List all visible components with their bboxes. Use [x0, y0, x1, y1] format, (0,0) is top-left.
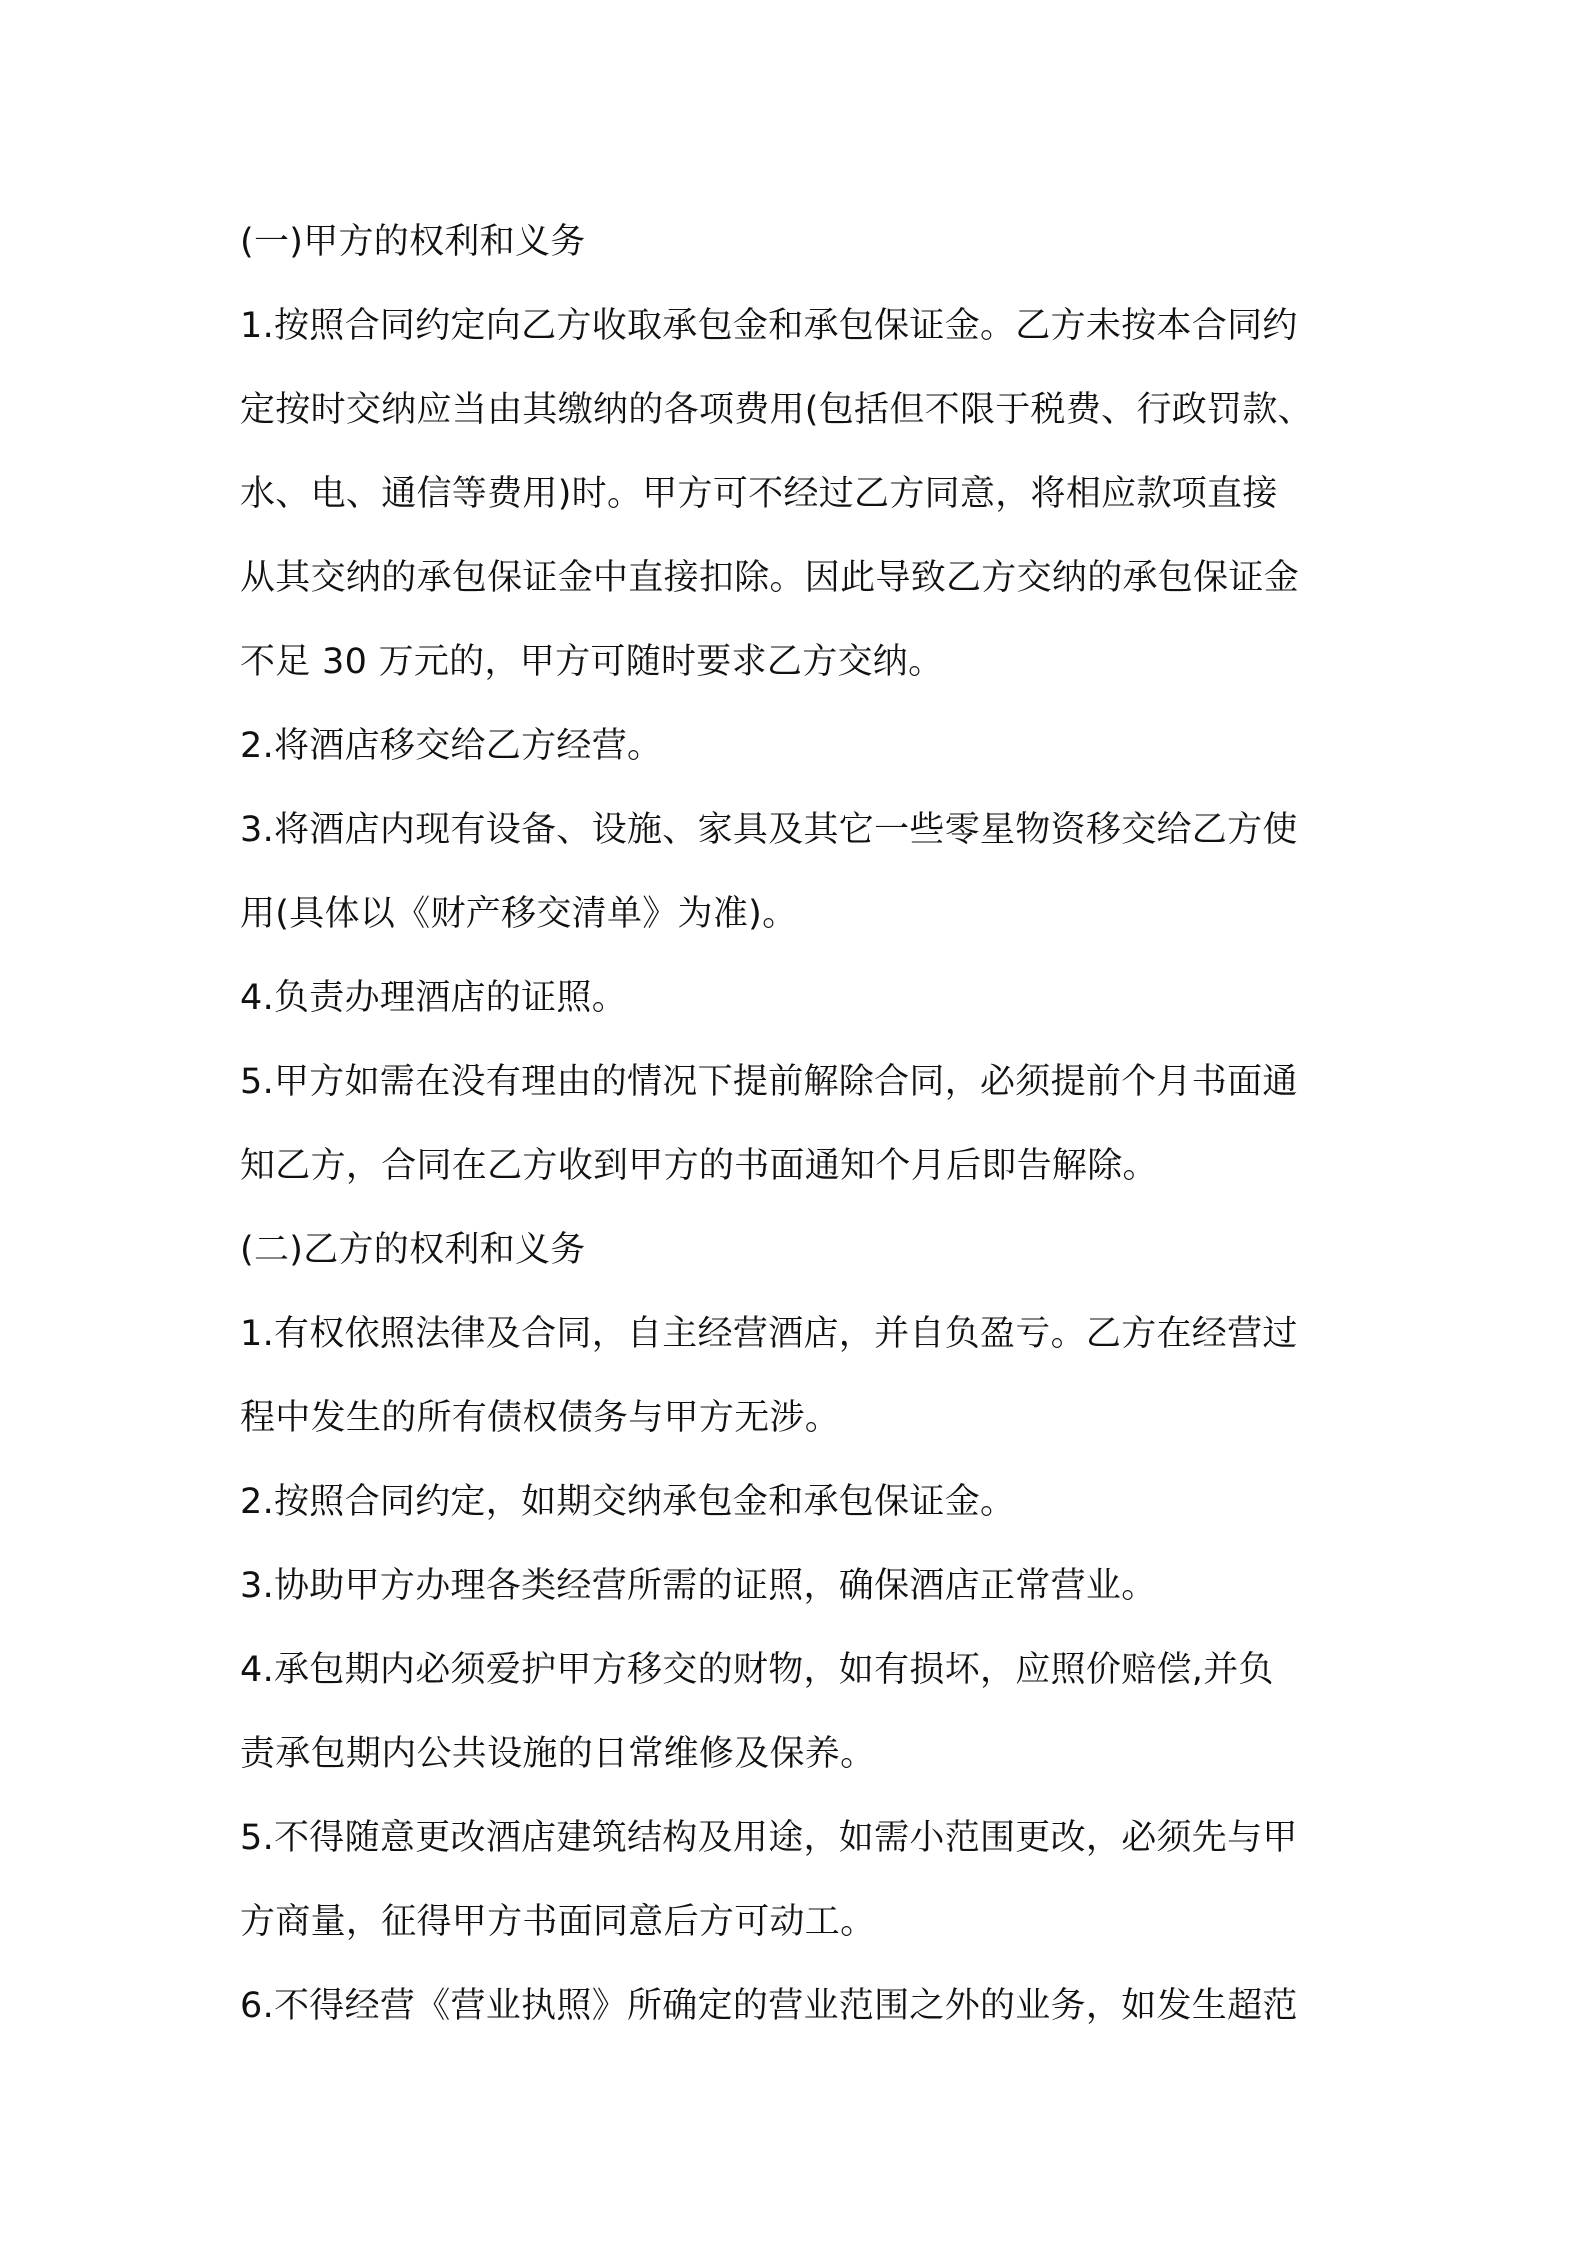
paragraph-line: 5.甲方如需在没有理由的情况下提前解除合同，必须提前个月书面通: [240, 1062, 1298, 1102]
paragraph-line: 不足 30 万元的，甲方可随时要求乙方交纳。: [240, 642, 944, 682]
paragraph-line: 1.按照合同约定向乙方收取承包金和承包保证金。乙方未按本合同约: [240, 306, 1298, 346]
paragraph-line: 4.承包期内必须爱护甲方移交的财物，如有损坏，应照价赔偿,并负: [240, 1650, 1274, 1690]
paragraph-line: 水、电、通信等费用)时。甲方可不经过乙方同意，将相应款项直接: [240, 474, 1278, 514]
paragraph-line: 6.不得经营《营业执照》所确定的营业范围之外的业务，如发生超范: [240, 1986, 1298, 2026]
paragraph-line: 责承包期内公共设施的日常维修及保养。: [240, 1734, 876, 1774]
paragraph-line: 2.按照合同约定，如期交纳承包金和承包保证金。: [240, 1482, 1016, 1522]
paragraph-line: 2.将酒店移交给乙方经营。: [240, 726, 663, 766]
paragraph-line: 从其交纳的承包保证金中直接扣除。因此导致乙方交纳的承包保证金: [240, 558, 1300, 598]
paragraph-line: 用(具体以《财产移交清单》为准)。: [240, 894, 798, 934]
paragraph-line: 知乙方，合同在乙方收到甲方的书面通知个月后即告解除。: [240, 1146, 1158, 1186]
paragraph-line: 3.协助甲方办理各类经营所需的证照，确保酒店正常营业。: [240, 1566, 1157, 1606]
paragraph-line: 5.不得随意更改酒店建筑结构及用途，如需小范围更改，必须先与甲: [240, 1818, 1298, 1858]
paragraph-line: 定按时交纳应当由其缴纳的各项费用(包括但不限于税费、行政罚款、: [240, 390, 1313, 430]
document-body: [240, 200, 1370, 2048]
section-heading-party-a: (一)甲方的权利和义务: [240, 222, 586, 262]
paragraph-line: 3.将酒店内现有设备、设施、家具及其它一些零星物资移交给乙方使: [240, 810, 1298, 850]
paragraph-line: 1.有权依照法律及合同，自主经营酒店，并自负盈亏。乙方在经营过: [240, 1314, 1298, 1354]
paragraph-line: 程中发生的所有债权债务与甲方无涉。: [240, 1398, 841, 1438]
paragraph-line: 4.负责办理酒店的证照。: [240, 978, 627, 1018]
paragraph-line: 方商量，征得甲方书面同意后方可动工。: [240, 1902, 876, 1942]
section-heading-party-b: (二)乙方的权利和义务: [240, 1230, 586, 1270]
